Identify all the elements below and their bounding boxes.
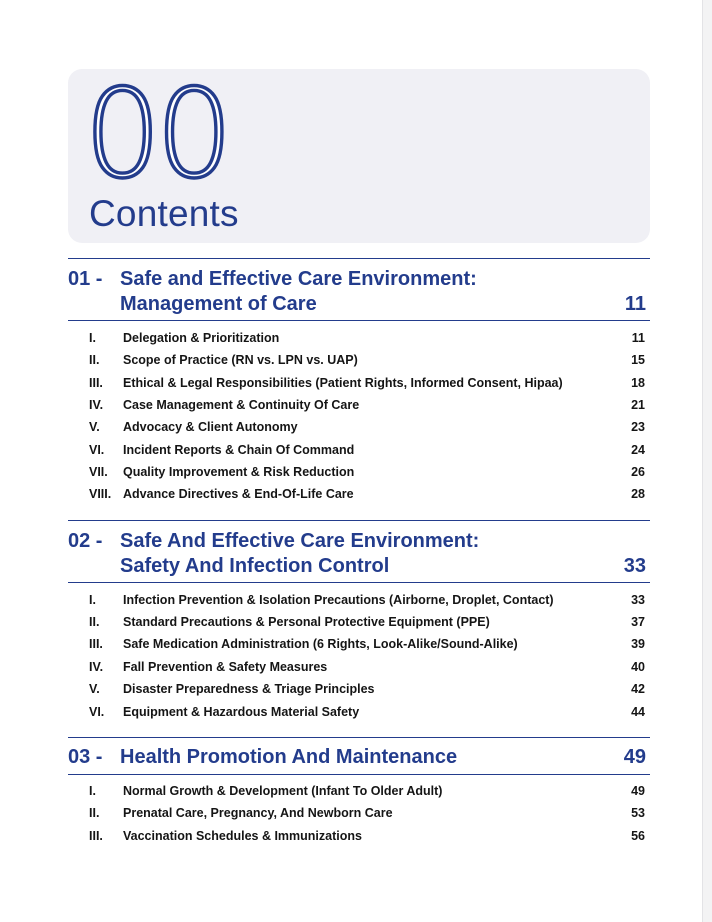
item-label: Delegation & Prioritization [123, 331, 280, 345]
item-label: Fall Prevention & Safety Measures [123, 660, 328, 674]
section-title-line2: Management of Care [120, 293, 317, 315]
item-page-number: 11 [631, 331, 645, 345]
item-page-number: 42 [631, 682, 645, 696]
item-label: Infection Prevention & Isolation Precautions (Airborne, Droplet, Contact) [123, 593, 554, 607]
toc-item[interactable] [68, 418, 650, 436]
item-label: Ethical & Legal Responsibilities (Patient Rights, Informed Consent, Hipaa) [123, 376, 563, 390]
item-label: Advance Directives & End-Of-Life Care [123, 487, 354, 501]
item-label: Safe Medication Administration (6 Rights, Look-Alike/Sound-Alike) [123, 637, 518, 651]
item-number: II. [89, 806, 100, 820]
item-label: Scope of Practice (RN vs. LPN vs. UAP) [123, 353, 358, 367]
section-heading[interactable] [68, 521, 650, 582]
toc-item[interactable] [68, 441, 650, 459]
item-page-number: 15 [631, 353, 645, 367]
section-heading[interactable] [68, 738, 650, 774]
section-title-line1: Safe And Effective Care Environment: [120, 530, 480, 552]
item-number: I. [89, 593, 96, 607]
section-title-line1: Safe and Effective Care Environment: [120, 268, 477, 290]
page-edge-scrollbar[interactable] [702, 0, 712, 922]
section-number: 03 - [68, 746, 103, 768]
toc-item[interactable] [68, 613, 650, 631]
item-page-number: 23 [631, 420, 645, 434]
section-bottom-divider [68, 320, 650, 321]
item-number: II. [89, 353, 100, 367]
toc-item[interactable] [68, 804, 650, 822]
toc-section-03 [68, 737, 650, 843]
toc-item[interactable] [68, 635, 650, 653]
item-number: III. [89, 637, 103, 651]
item-number: V. [89, 420, 100, 434]
item-page-number: 21 [631, 398, 645, 412]
item-label: Prenatal Care, Pregnancy, And Newborn Care [123, 806, 393, 820]
contents-header-panel [68, 63, 650, 243]
toc-section-02 [68, 520, 650, 719]
item-page-number: 24 [631, 443, 645, 457]
item-number: VI. [89, 443, 105, 457]
item-label: Equipment & Hazardous Material Safety [123, 705, 360, 719]
item-number: II. [89, 615, 100, 629]
toc-section-01 [68, 258, 650, 501]
item-page-number: 28 [631, 487, 645, 501]
item-page-number: 40 [631, 660, 645, 674]
toc-item[interactable] [68, 658, 650, 676]
page-title: Contents [89, 193, 239, 234]
toc-item[interactable] [68, 782, 650, 800]
toc-item[interactable] [68, 591, 650, 609]
toc-item[interactable] [68, 485, 650, 503]
item-label: Case Management & Continuity Of Care [123, 398, 360, 412]
item-label: Disaster Preparedness & Triage Principles [123, 682, 375, 696]
chapter-number: 00 [84, 63, 228, 205]
section-number: 02 - [68, 530, 103, 552]
item-label: Incident Reports & Chain Of Command [123, 443, 355, 457]
toc-item[interactable] [68, 680, 650, 698]
section-page-number: 11 [624, 293, 646, 315]
toc-item[interactable] [68, 703, 650, 721]
section-title-line2: Safety And Infection Control [120, 555, 390, 577]
item-page-number: 53 [631, 806, 645, 820]
item-page-number: 26 [631, 465, 645, 479]
item-number: III. [89, 829, 103, 843]
item-number: I. [89, 331, 96, 345]
toc-item[interactable] [68, 351, 650, 369]
item-label: Vaccination Schedules & Immunizations [123, 829, 362, 843]
item-page-number: 44 [631, 705, 645, 719]
item-number: IV. [89, 398, 104, 412]
item-number: I. [89, 784, 96, 798]
item-page-number: 49 [631, 784, 645, 798]
section-bottom-divider [68, 582, 650, 583]
item-label: Quality Improvement & Risk Reduction [123, 465, 355, 479]
section-page-number: 49 [623, 746, 646, 768]
item-number: VI. [89, 705, 105, 719]
section-title-line1: Health Promotion And Maintenance [120, 746, 458, 768]
section-bottom-divider [68, 774, 650, 775]
item-number: IV. [89, 660, 104, 674]
item-label: Advocacy & Client Autonomy [123, 420, 298, 434]
item-number: VIII. [89, 487, 112, 501]
section-heading[interactable] [68, 259, 650, 320]
item-number: VII. [89, 465, 108, 479]
section-number: 01 - [68, 268, 103, 290]
item-page-number: 39 [631, 637, 645, 651]
item-page-number: 18 [631, 376, 645, 390]
toc-item[interactable] [68, 329, 650, 347]
item-number: III. [89, 376, 103, 390]
item-label: Normal Growth & Development (Infant To Older Adult) [123, 784, 443, 798]
item-number: V. [89, 682, 100, 696]
toc-item[interactable] [68, 396, 650, 414]
item-page-number: 56 [631, 829, 645, 843]
toc-item[interactable] [68, 463, 650, 481]
toc-item[interactable] [68, 827, 650, 845]
item-page-number: 37 [631, 615, 645, 629]
item-label: Standard Precautions & Personal Protective Equipment (PPE) [123, 615, 490, 629]
item-page-number: 33 [631, 593, 645, 607]
section-page-number: 33 [623, 555, 646, 577]
toc-item[interactable] [68, 374, 650, 392]
